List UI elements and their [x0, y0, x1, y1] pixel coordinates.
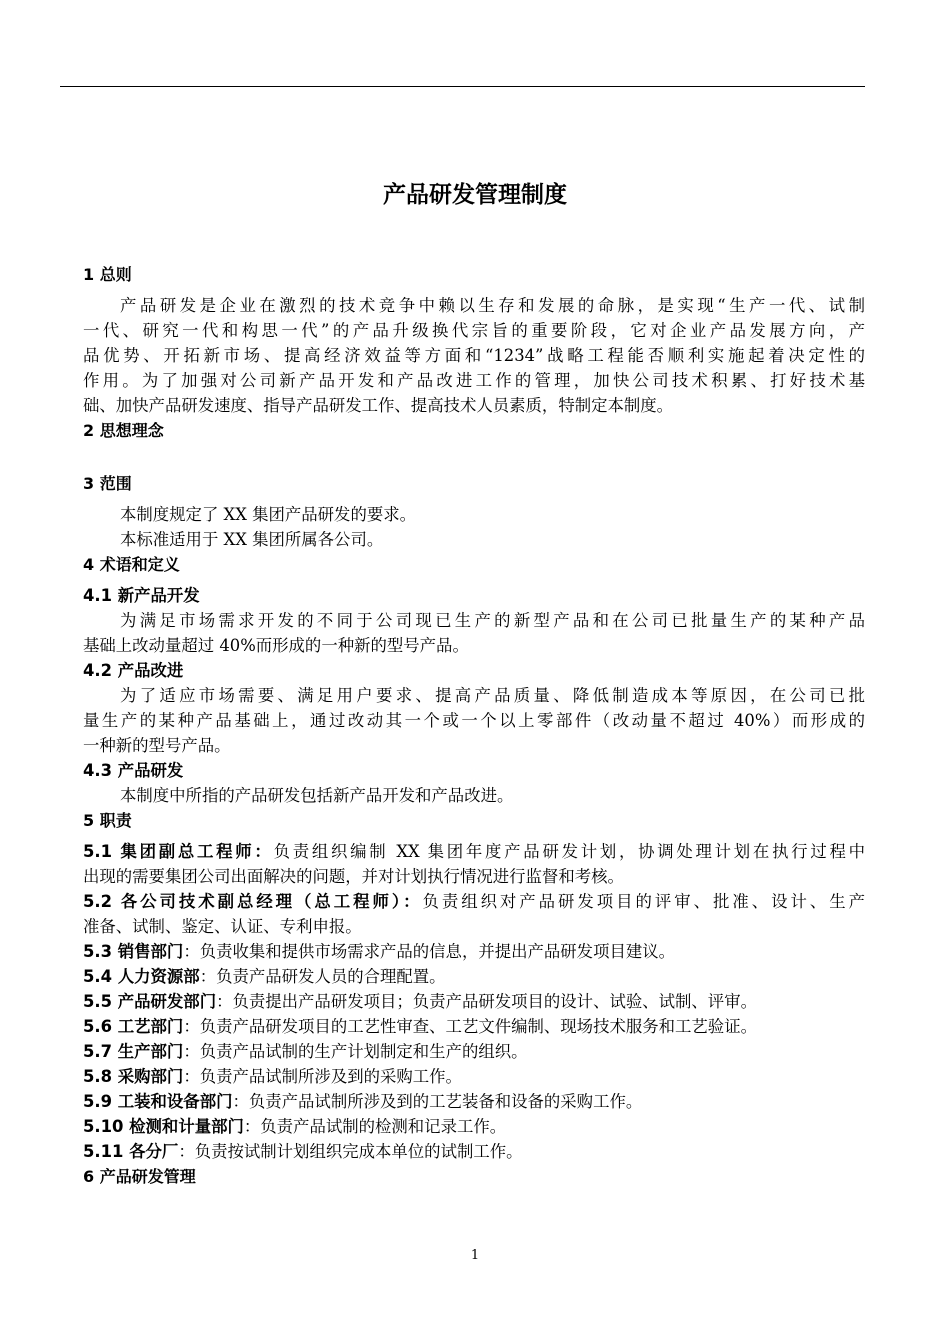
- duty-label: 5.5 产品研发部门: [83, 992, 217, 1011]
- paragraph-line: 品优势、开拓新市场、提高经济效益等方面和“1234”战略工程能否顺利实施起着决定性的: [83, 346, 865, 365]
- section-heading-3: 3 范围: [83, 474, 132, 493]
- duty-item: [83, 989, 865, 1014]
- paragraph-line: 一代、研究一代和构思一代”的产品升级换代宗旨的重要阶段，它对企业产品发展方向，产: [83, 321, 865, 340]
- duty-item: [83, 1039, 865, 1064]
- duty-text: ：负责产品试制所涉及到的采购工作。: [183, 1067, 462, 1086]
- duty-label: 5.9 工装和设备部门: [83, 1092, 233, 1111]
- subsection-heading-4-3: 4.3 产品研发: [83, 761, 184, 780]
- section-heading-4: 4 术语和定义: [83, 555, 180, 574]
- duty-text: 负责组织编制 XX 集团年度产品研发计划，协调处理计划在执行过程中: [273, 842, 865, 861]
- duty-label: 5.6 工艺部门: [83, 1017, 184, 1036]
- paragraph-line: 为满足市场需求开发的不同于公司现已生产的新型产品和在公司已批量生产的某种产品: [120, 611, 865, 630]
- subsection-heading-4-1: 4.1 新产品开发: [83, 586, 200, 605]
- paragraph-line: 础、加快产品研发速度、指导产品研发工作、提高技术人员素质，特制定本制度。: [83, 396, 674, 415]
- duty-text: ：负责产品研发人员的合理配置。: [199, 967, 446, 986]
- section-heading-2: 2 思想理念: [83, 421, 164, 440]
- duty-label: 5.1 集团副总工程师：: [83, 842, 274, 861]
- duty-item: [83, 839, 865, 864]
- duty-label: 5.7 生产部门: [83, 1042, 184, 1061]
- duty-item: [83, 889, 865, 914]
- duty-item: [83, 1064, 865, 1089]
- duty-text: ：负责产品试制的检测和记录工作。: [243, 1117, 507, 1136]
- duty-item: [83, 964, 865, 989]
- duty-label: 5.2 各公司技术副总经理（总工程师）：: [83, 892, 423, 911]
- page-number: 1: [470, 1248, 480, 1263]
- section-heading-1: 1 总则: [83, 265, 132, 284]
- header-rule: [60, 86, 865, 87]
- duty-text: ：负责产品试制的生产计划制定和生产的组织。: [183, 1042, 528, 1061]
- duty-label: 5.4 人力资源部: [83, 967, 200, 986]
- paragraph-line: 量生产的某种产品基础上，通过改动其一个或一个以上零部件（改动量不超过 40%）而形成的: [83, 711, 865, 730]
- paragraph-line: 本制度中所指的产品研发包括新产品开发和产品改进。: [120, 786, 514, 805]
- duty-item: [83, 1139, 865, 1164]
- duty-label: 5.3 销售部门: [83, 942, 184, 961]
- duty-text: ：负责产品研发项目的工艺性审查、工艺文件编制、现场技术服务和工艺验证。: [183, 1017, 757, 1036]
- paragraph-line: 基础上改动量超过 40%而形成的一种新的型号产品。: [83, 636, 469, 655]
- duty-item: [83, 1114, 865, 1139]
- duty-label: 5.8 采购部门: [83, 1067, 184, 1086]
- paragraph-line: 为了适应市场需要、满足用户要求、提高产品质量、降低制造成本等原因，在公司已批: [120, 686, 865, 705]
- duty-text: ：负责提出产品研发项目；负责产品研发项目的设计、试验、试制、评审。: [216, 992, 757, 1011]
- section-heading-5: 5 职责: [83, 811, 132, 830]
- duty-text: ：负责产品试制所涉及到的工艺装备和设备的采购工作。: [232, 1092, 643, 1111]
- paragraph-line: 本制度规定了 XX 集团产品研发的要求。: [120, 505, 417, 524]
- document-body: [83, 262, 865, 1189]
- duty-text: ：负责按试制计划组织完成本单位的试制工作。: [178, 1142, 523, 1161]
- duty-item: [83, 939, 865, 964]
- paragraph-line: 本标准适用于 XX 集团所属各公司。: [120, 530, 384, 549]
- duty-item-cont: 出现的需要集团公司出面解决的问题，并对计划执行情况进行监督和考核。: [83, 867, 624, 886]
- paragraph-line: 作用。为了加强对公司新产品开发和产品改进工作的管理，加快公司技术积累、打好技术基: [83, 371, 865, 390]
- duty-text: ：负责收集和提供市场需求产品的信息，并提出产品研发项目建议。: [183, 942, 676, 961]
- paragraph-line: 一种新的型号产品。: [83, 736, 231, 755]
- document-title: 产品研发管理制度: [383, 182, 567, 208]
- paragraph-line: 产品研发是企业在激烈的技术竞争中赖以生存和发展的命脉，是实现“生产一代、试制: [120, 296, 865, 315]
- section-heading-6: 6 产品研发管理: [83, 1167, 196, 1186]
- duty-label: 5.11 各分厂: [83, 1142, 179, 1161]
- subsection-heading-4-2: 4.2 产品改进: [83, 661, 184, 680]
- duty-label: 5.10 检测和计量部门: [83, 1117, 244, 1136]
- duty-text: 负责组织对产品研发项目的评审、批准、设计、生产: [422, 892, 865, 911]
- duty-item: [83, 1014, 865, 1039]
- duty-item: [83, 1089, 865, 1114]
- duty-item-cont: 准备、试制、鉴定、认证、专利申报。: [83, 917, 362, 936]
